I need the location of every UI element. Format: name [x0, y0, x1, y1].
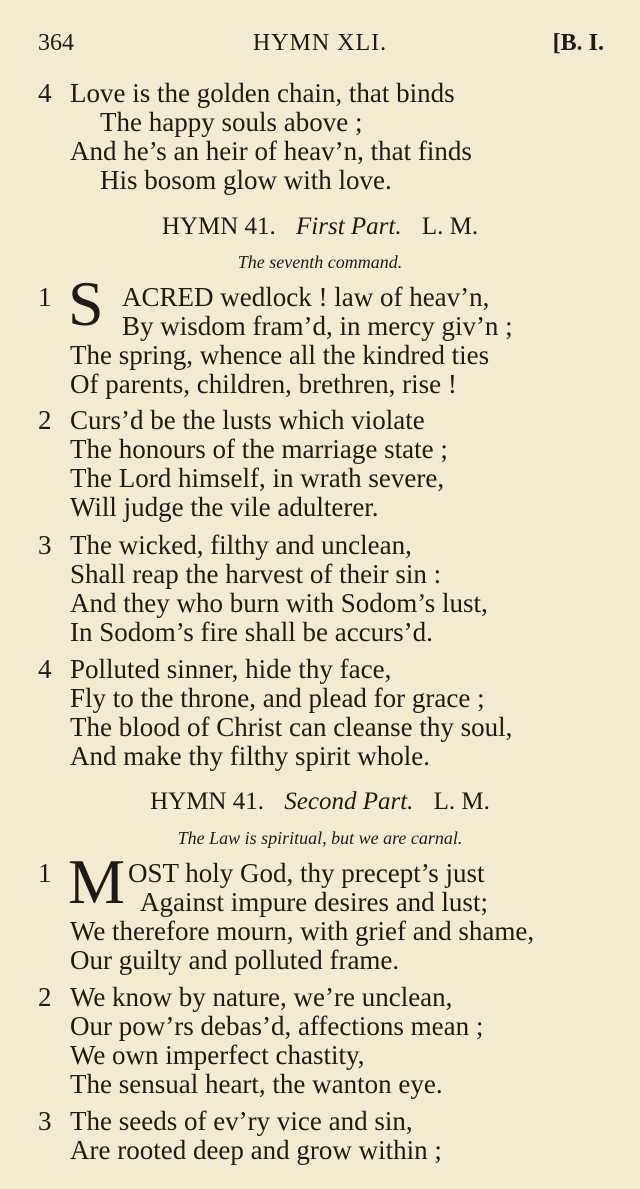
verse-line: The wicked, filthy and unclean, — [70, 530, 412, 560]
verse-number: 3 — [38, 530, 52, 560]
drop-cap: M — [68, 846, 125, 917]
verse-line: In Sodom’s fire shall be accurs’d. — [70, 617, 433, 647]
verse-number: 1 — [38, 282, 52, 312]
verse-number: 2 — [38, 405, 52, 435]
verse-line: The seeds of ev’ry vice and sin, — [70, 1106, 413, 1136]
verse-line: We therefore mourn, with grief and shame, — [70, 916, 535, 946]
page-header — [0, 30, 640, 64]
verse-line: Our guilty and polluted frame. — [70, 945, 400, 975]
hymn-number: HYMN 41. — [150, 788, 264, 815]
verse-line: The spring, whence all the kindred ties — [70, 340, 490, 370]
hymn-number: HYMN 41. — [161, 213, 276, 240]
verse-line: His bosom glow with love. — [100, 165, 392, 195]
book-marker: [B. I. — [552, 30, 604, 56]
verse-line: And he’s an heir of heav’n, that finds — [70, 136, 472, 166]
verse-number: 1 — [38, 858, 52, 888]
verse-number: 2 — [38, 982, 52, 1012]
running-title: HYMN XLI. — [252, 30, 388, 56]
hymn-part: First Part. — [296, 213, 402, 240]
hymn-meter: L. M. — [421, 213, 479, 240]
verse-line: The Lord himself, in wrath severe, — [70, 463, 445, 493]
verse-number: 3 — [38, 1106, 52, 1136]
hymn-meter: L. M. — [433, 788, 490, 815]
verse-line: Curs’d be the lusts which violate — [70, 405, 425, 435]
hymn-heading — [0, 787, 640, 817]
hymn-subtitle: The Law is spiritual, but we are carnal. — [177, 828, 463, 848]
verse-line: Are rooted deep and grow within ; — [70, 1135, 442, 1165]
drop-cap: S — [68, 268, 104, 339]
verse-line: The sensual heart, the wanton eye. — [70, 1069, 443, 1099]
verse-line: Of parents, children, brethren, rise ! — [70, 369, 457, 399]
verse-line: We know by nature, we’re unclean, — [70, 982, 453, 1012]
verse-line: Fly to the throne, and plead for grace ; — [70, 683, 485, 713]
hymn-part: Second Part. — [284, 788, 414, 815]
verse-line: And make thy filthy spirit whole. — [70, 741, 430, 771]
page-number: 364 — [38, 30, 74, 56]
verse-line: And they who burn with Sodom’s lust, — [70, 588, 488, 618]
verse-line: The honours of the marriage state ; — [70, 434, 448, 464]
verse-line: Will judge the vile adulterer. — [70, 492, 379, 522]
verse-line: Love is the golden chain, that binds — [70, 78, 455, 108]
verse-line: OST holy God, thy precept’s just — [128, 858, 485, 888]
verse-line: Polluted sinner, hide thy face, — [70, 654, 392, 684]
hymn-heading — [0, 212, 640, 242]
verse-line: Our pow’rs debas’d, affections mean ; — [70, 1011, 484, 1041]
verse-line: Shall reap the harvest of their sin : — [70, 559, 442, 589]
verse-line: By wisdom fram’d, in mercy giv’n ; — [122, 311, 513, 341]
verse-line: ACRED wedlock ! law of heav’n, — [122, 282, 490, 312]
verse-line: The happy souls above ; — [100, 107, 363, 137]
verse-line: The blood of Christ can cleanse thy soul, — [70, 712, 513, 742]
verse-number: 4 — [38, 654, 52, 684]
verse-line: We own imperfect chastity, — [70, 1040, 365, 1070]
verse-line: Against impure desires and lust; — [140, 887, 488, 917]
verse-number: 4 — [38, 78, 52, 108]
hymn-subtitle: The seventh command. — [237, 252, 403, 272]
